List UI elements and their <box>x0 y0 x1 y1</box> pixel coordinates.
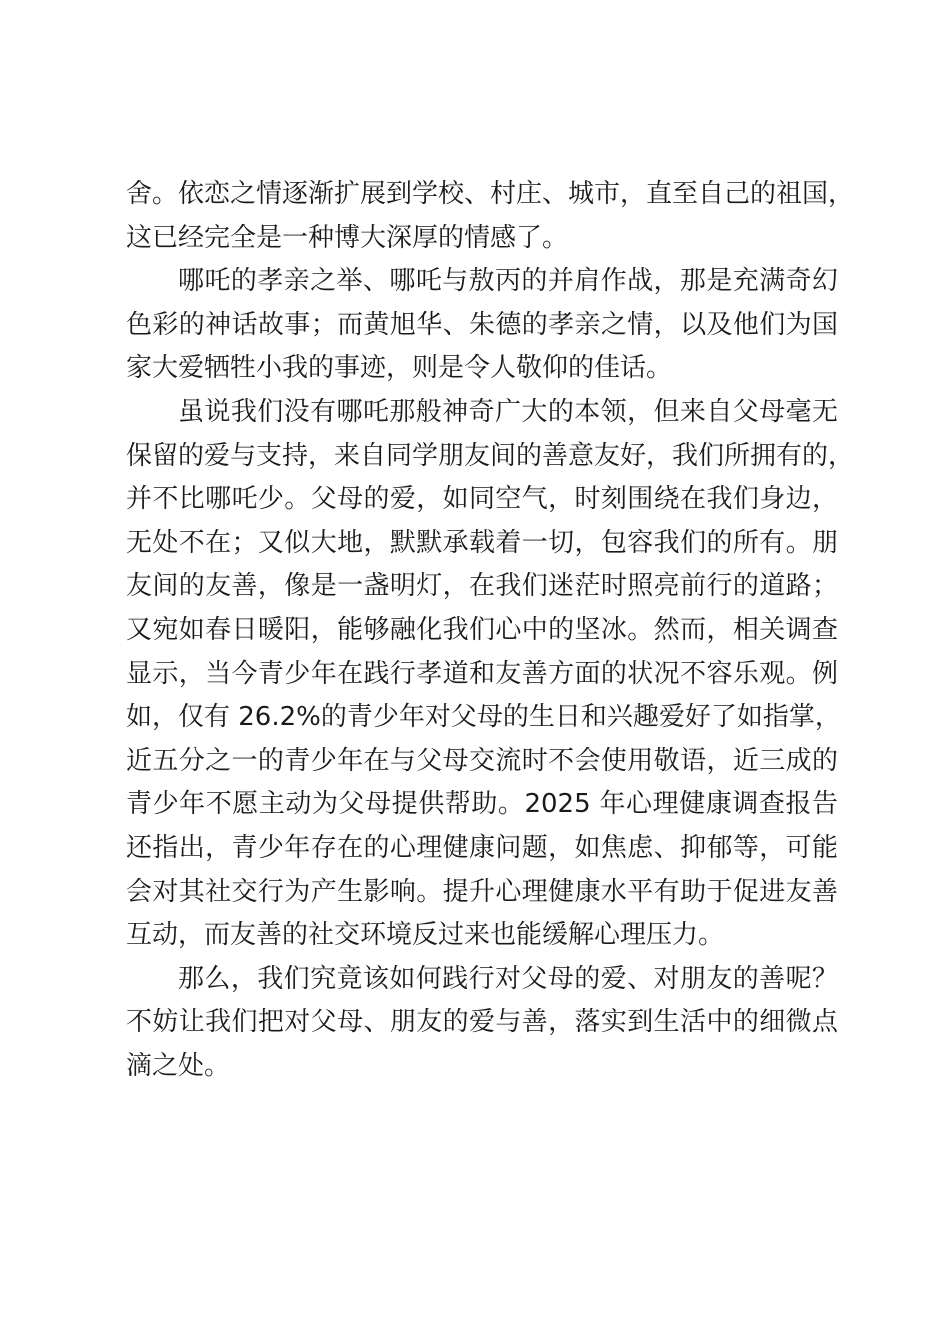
text-line: 互动，而友善的社交环境反过来也能缓解心理压力。 <box>126 920 725 951</box>
text-line: 又宛如春日暖阳，能够融化我们心中的坚冰。然而，相关调查 <box>126 614 838 645</box>
text-line: 无处不在；又似大地，默默承载着一切，包容我们的所有。朋 <box>126 527 838 558</box>
text-line: 不妨让我们把对父母、朋友的爱与善，落实到生活中的细微点 <box>126 1007 838 1038</box>
text-line: 这已经完全是一种博大深厚的情感了。 <box>126 222 569 253</box>
paragraph-3 <box>126 391 855 958</box>
text-line: 舍。依恋之情逐渐扩展到学校、村庄、城市，直至自己的祖国， <box>126 179 855 209</box>
text-line: 那么，我们究竟该如何践行对父母的爱、对朋友的善呢？ <box>178 963 838 994</box>
text-line: 显示，当今青少年在践行孝道和友善方面的状况不容乐观。例 <box>126 658 838 689</box>
paragraph-1 <box>126 173 855 260</box>
text-line: 并不比哪吒少。父母的爱，如同空气，时刻围绕在我们身边， <box>126 484 838 515</box>
text-line: 青少年不愿主动为父母提供帮助。2025 年心理健康调查报告 <box>126 789 838 820</box>
text-line: 家大爱牺牲小我的事迹，则是令人敬仰的佳话。 <box>126 353 673 384</box>
body-text <box>126 173 855 1088</box>
text-line: 如，仅有 26.2%的青少年对父母的生日和兴趣爱好了如指掌， <box>126 702 841 733</box>
text-line: 保留的爱与支持，来自同学朋友间的善意友好，我们所拥有的， <box>126 440 855 471</box>
text-line: 近五分之一的青少年在与父母交流时不会使用敬语，近三成的 <box>126 745 838 776</box>
text-line: 哪吒的孝亲之举、哪吒与敖丙的并肩作战，那是充满奇幻 <box>178 266 838 297</box>
paragraph-2 <box>126 260 838 391</box>
text-line: 虽说我们没有哪吒那般神奇广大的本领，但来自父母毫无 <box>178 396 838 427</box>
text-line: 还指出，青少年存在的心理健康问题，如焦虑、抑郁等，可能 <box>126 832 838 863</box>
text-line: 色彩的神话故事；而黄旭华、朱德的孝亲之情，以及他们为国 <box>126 309 838 340</box>
text-line: 友间的友善，像是一盏明灯，在我们迷茫时照亮前行的道路； <box>126 571 838 602</box>
paragraph-4 <box>126 958 838 1089</box>
text-line: 会对其社交行为产生影响。提升心理健康水平有助于促进友善 <box>126 876 838 907</box>
text-line: 滴之处。 <box>126 1050 231 1081</box>
